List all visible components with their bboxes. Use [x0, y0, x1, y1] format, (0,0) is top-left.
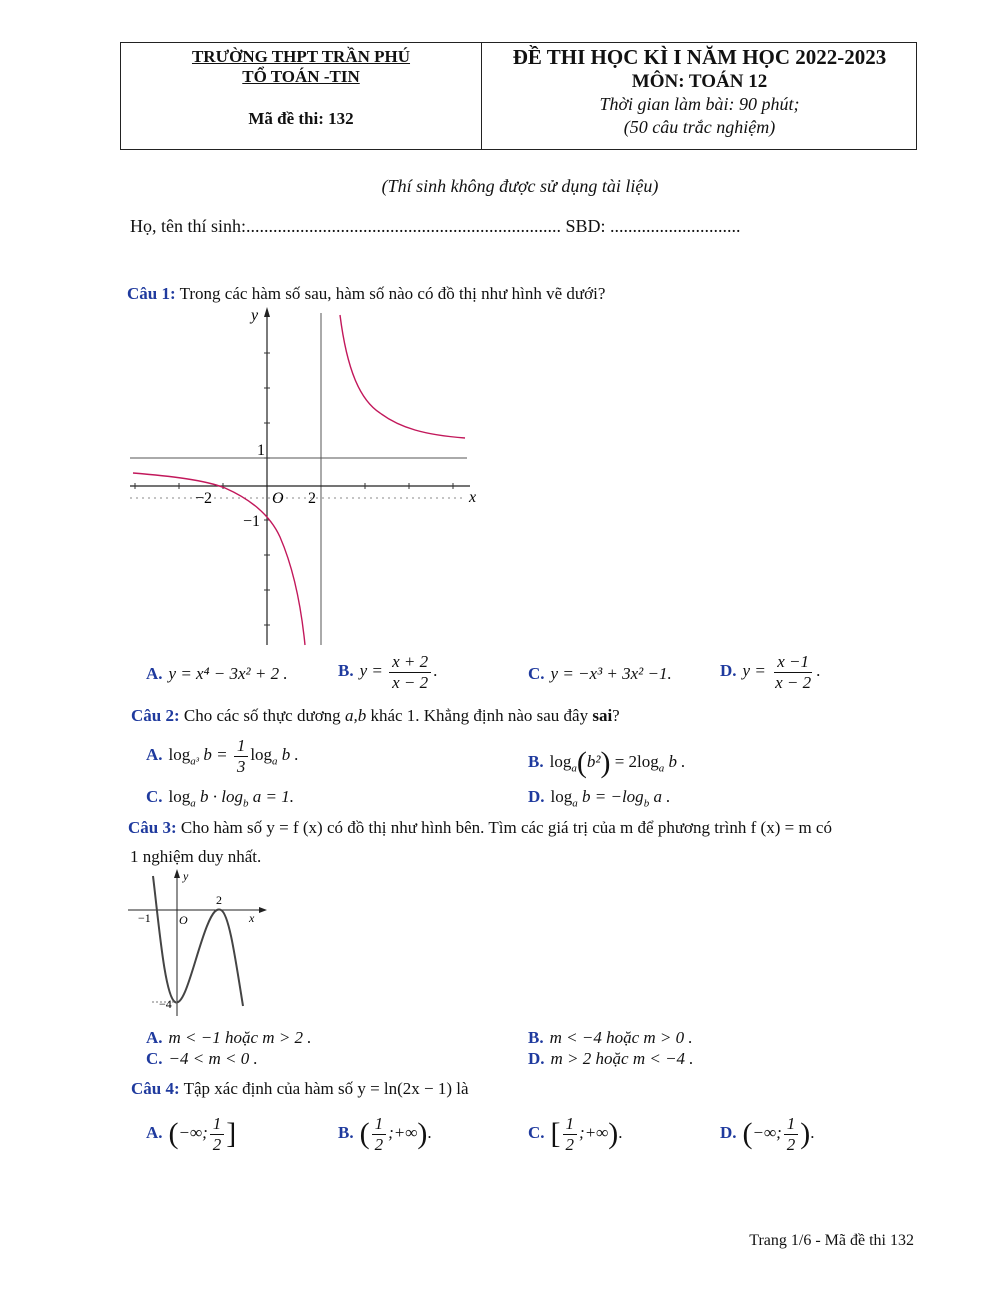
q3-label-x: x	[249, 911, 255, 925]
q3-label-minus4: −4	[159, 997, 172, 1011]
q3-label-y: y	[183, 869, 189, 883]
q3-stem-line1: Câu 3: Cho hàm số y = f (x) có đồ thị như hình bên. Tìm các giá trị của m để phương trình f (x) = m có	[128, 818, 832, 837]
q3-x-arrow	[259, 907, 267, 913]
q2-option-c[interactable]: C. $\log_a b \cdot \log_b a = 1$.	[146, 787, 294, 810]
q1-axis-ticks	[135, 353, 453, 625]
q1-option-b[interactable]: B. y = $\frac{x + 2}{x - 2}$ .	[338, 652, 438, 692]
q1-graph	[125, 305, 485, 650]
q1-curve-right	[340, 315, 465, 438]
exam-code: Mã đề thi: 132	[248, 109, 354, 128]
q1-d-fraction: $\frac{x -1}{x - 2}$	[775, 652, 812, 692]
q4-stem: Câu 4: Tập xác định của hàm số y = ln(2x − 1) là	[131, 1079, 469, 1098]
exam-title: ĐỀ THI HỌC KÌ I NĂM HỌC 2022-2023	[512, 45, 887, 69]
q2-a-fraction: $\frac{1}{3}$	[234, 736, 249, 776]
q1-label-minus1: −1	[243, 513, 261, 530]
q3-label-origin: O	[179, 913, 188, 927]
q3-label-minus1: −1	[138, 911, 151, 925]
q1-label-one: 1	[257, 442, 265, 459]
q2-option-d[interactable]: D. $\log_a b = -\log_b$ a .	[528, 787, 671, 810]
q3-y-arrow	[174, 869, 180, 878]
q4-option-d[interactable]: D. (−∞; $\frac{1}{2}$ ).	[720, 1114, 815, 1154]
q4-a-fraction: $\frac{1}{2}$	[210, 1114, 225, 1154]
q2-option-b[interactable]: B. $\log_a(b^2) = 2\log_a$ b .	[528, 746, 686, 779]
q1-label-two: 2	[308, 490, 316, 507]
q3-label-two: 2	[216, 893, 222, 907]
q3-option-b[interactable]: B. m < −4 hoặc m > 0 .	[528, 1028, 693, 1047]
q3-option-c[interactable]: C. −4 < m < 0 .	[146, 1049, 258, 1068]
q3-graph	[125, 866, 275, 1021]
q2-label: Câu 2:	[131, 706, 180, 725]
q3-option-d[interactable]: D. m > 2 hoặc m < −4 .	[528, 1049, 694, 1068]
q4-d-fraction: $\frac{1}{2}$	[784, 1114, 799, 1154]
q4-label: Câu 4:	[131, 1079, 180, 1098]
page-footer: Trang 1/6 - Mã đề thi 132	[749, 1232, 914, 1249]
question-count: (50 câu trắc nghiệm)	[623, 117, 776, 137]
q1-option-a[interactable]: A. y = x⁴ − 3x² + 2 .	[146, 664, 288, 683]
q1-label-minus2: −2	[195, 490, 213, 507]
q4-option-a[interactable]: A. (−∞; $\frac{1}{2}$ ]	[146, 1114, 237, 1154]
student-info-line: Họ, tên thí sinh:...................................................................... SBD: .............................	[130, 216, 741, 236]
q4-c-fraction: $\frac{1}{2}$	[563, 1114, 578, 1154]
q4-option-c[interactable]: C. [ $\frac{1}{2}$ ;+∞).	[528, 1114, 623, 1154]
q1-label-origin: O	[272, 490, 284, 507]
q1-label-x: x	[469, 489, 477, 506]
exam-time: Thời gian làm bài: 90 phút;	[599, 94, 800, 114]
q1-b-fraction: $\frac{x + 2}{x - 2}$	[389, 652, 431, 692]
exam-note: (Thí sinh không được sử dụng tài liệu)	[381, 176, 659, 196]
q3-option-a[interactable]: A. m < −1 hoặc m > 2 .	[146, 1028, 312, 1047]
q1-label-y: y	[251, 307, 259, 324]
q1-y-arrow	[264, 307, 270, 317]
q1-stem	[127, 284, 605, 304]
school-name: TRƯỜNG THPT TRẦN PHÚ	[191, 47, 411, 66]
exam-header	[120, 42, 917, 150]
q1-option-d[interactable]: D. y = $\frac{x -1}{x - 2}$ .	[720, 652, 821, 692]
q4-option-b[interactable]: B. ( $\frac{1}{2}$ ;+∞).	[338, 1114, 432, 1154]
group-name: TỔ TOÁN -TIN	[242, 67, 360, 86]
q3-label: Câu 3:	[128, 818, 177, 837]
exam-subject: MÔN: TOÁN 12	[631, 71, 768, 92]
q1-label: Câu 1:	[127, 284, 176, 303]
q1-text: Trong các hàm số sau, hàm số nào có đồ thị như hình vẽ dưới?	[179, 284, 606, 303]
q1-option-c[interactable]: C. y = −x³ + 3x² −1.	[528, 664, 672, 683]
q3-stem-line2: 1 nghiệm duy nhất.	[130, 847, 262, 866]
q2-stem: Câu 2: Cho các số thực dương a,b khác 1. Khẳng định nào sau đây sai?	[131, 706, 620, 725]
q2-option-a[interactable]: A. $\log_{a^3} b$ = $\frac{1}{3}$ $\log_a b$ .	[146, 736, 299, 776]
q4-b-fraction: $\frac{1}{2}$	[372, 1114, 387, 1154]
q3-curve	[153, 876, 243, 1006]
